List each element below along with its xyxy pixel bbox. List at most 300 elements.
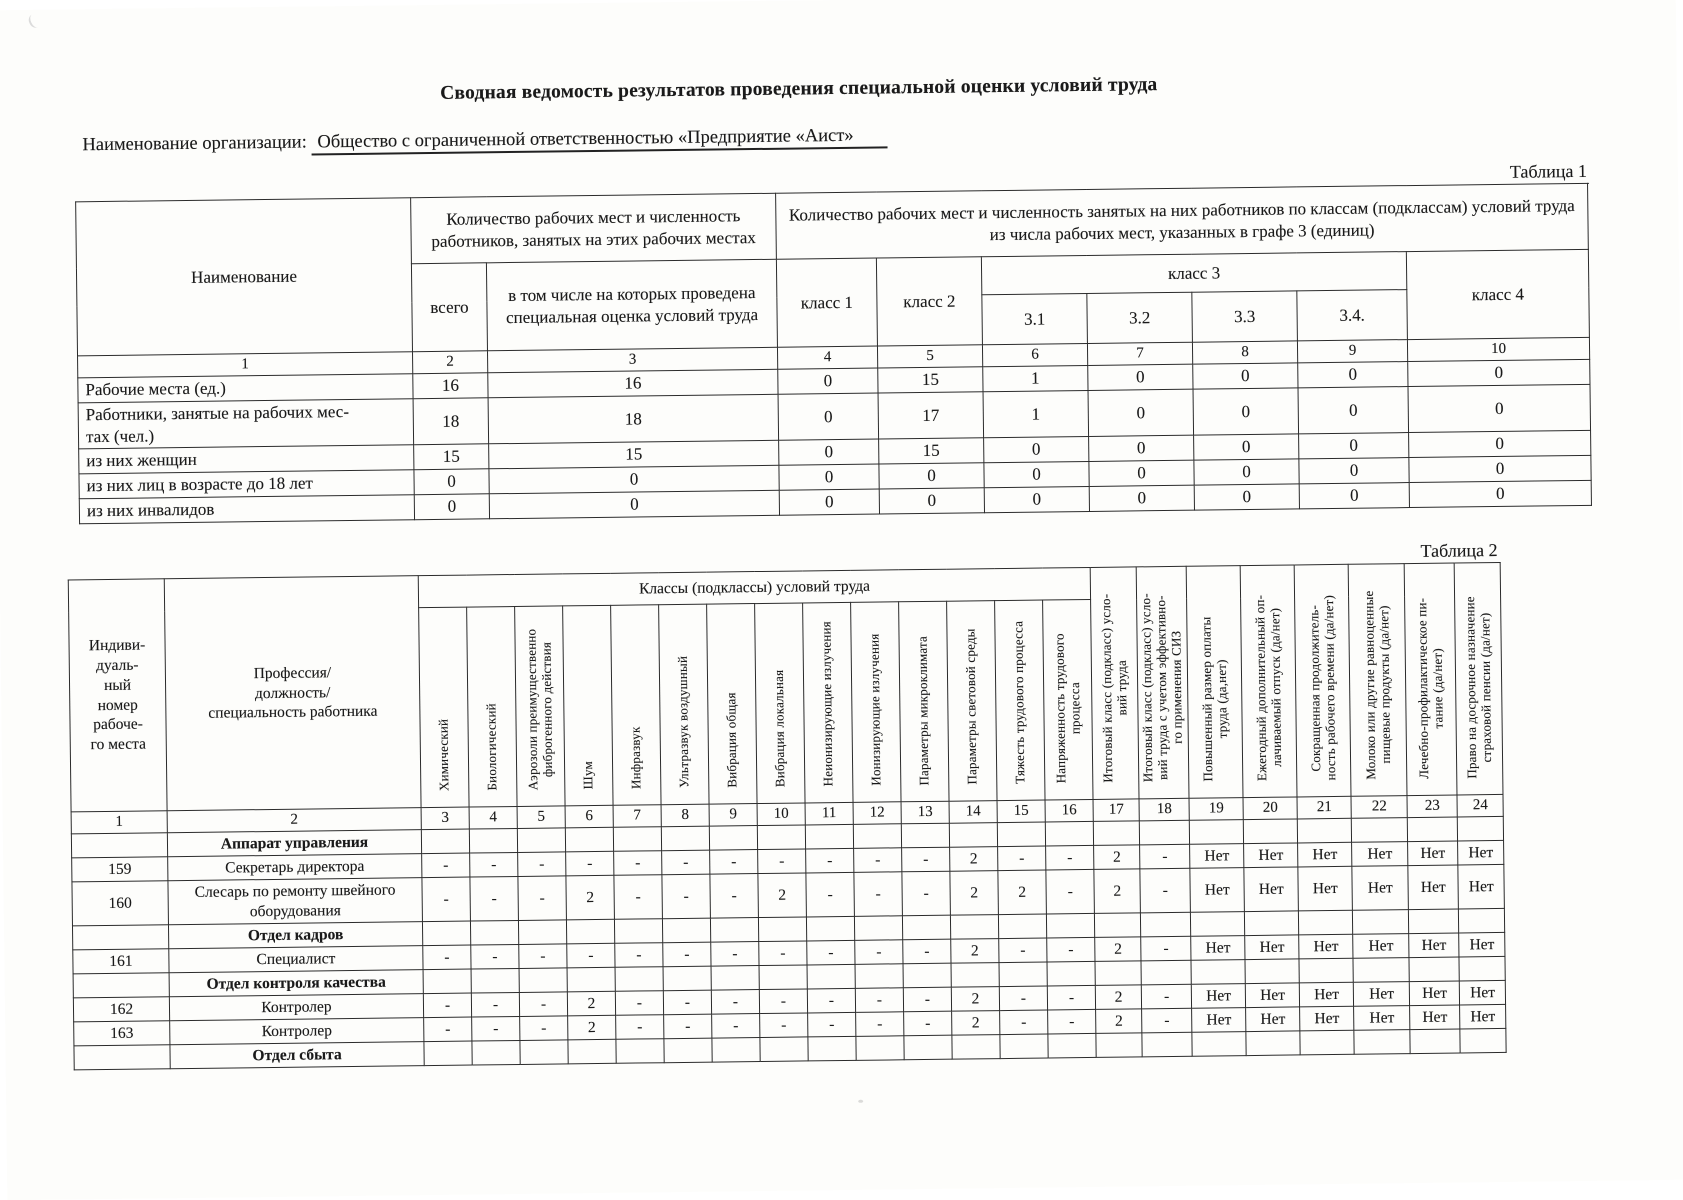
empty-cell	[1096, 1033, 1142, 1058]
row-label: Работники, занятые на рабочих мес- тах (чел.)	[78, 398, 414, 449]
col-number: 9	[1297, 340, 1407, 363]
cell: -	[518, 852, 566, 877]
cell: -	[712, 1014, 760, 1039]
cell: -	[1046, 845, 1094, 870]
empty-cell	[808, 1036, 856, 1061]
cell: -	[902, 847, 950, 872]
empty-cell	[1457, 816, 1503, 841]
cell: 0	[1193, 363, 1298, 389]
cell: -	[998, 846, 1046, 871]
cell: 17	[878, 392, 984, 440]
t2-header-milk-products: Молоко или другие равноценные пищевые продукты (да/нет)	[1348, 564, 1407, 797]
cell: Нет	[1190, 844, 1244, 869]
cell: 0	[879, 463, 984, 489]
cell: -	[662, 850, 710, 875]
t1-header-group1: Количество рабочих мест и численность работников, занятых на этих рабочих местах	[411, 193, 777, 263]
empty-cell	[1407, 817, 1457, 842]
cell: 0	[1089, 485, 1194, 511]
cell: Нет	[1458, 864, 1505, 909]
cell: -	[614, 875, 663, 920]
empty-cell	[951, 963, 999, 988]
cell: 0	[984, 437, 1089, 463]
cell: -	[470, 876, 519, 921]
cell: 0	[1193, 388, 1299, 436]
empty-cell	[758, 917, 806, 942]
empty-cell	[1351, 818, 1407, 843]
cell: 0	[778, 368, 878, 394]
cell: 0	[414, 494, 489, 520]
empty-cell	[853, 824, 901, 849]
cell: 2	[758, 873, 807, 918]
empty-cell	[567, 967, 615, 992]
cell: -	[710, 874, 759, 919]
cell: Нет	[1410, 1005, 1460, 1030]
cell: 0	[984, 461, 1089, 487]
cell-profession: Специалист	[169, 946, 423, 973]
cell: -	[806, 848, 854, 873]
cell: -	[760, 1013, 808, 1038]
cell: 15	[878, 367, 983, 393]
col-number: 21	[1297, 796, 1351, 819]
empty-cell	[424, 1041, 472, 1066]
col-number: 18	[1139, 798, 1189, 821]
empty-cell	[1045, 821, 1093, 846]
cell: -	[422, 853, 470, 878]
empty-cell	[423, 969, 471, 994]
t2-header-microclimate: Параметры микроклимата	[899, 601, 949, 802]
t2-header-noise: Шум	[563, 605, 613, 806]
table-2-workplaces	[68, 562, 1507, 1070]
cell: 0	[1299, 458, 1409, 484]
t2-header-workplace-id: Индиви- дуаль- ный номер рабоче- го места	[68, 579, 167, 812]
empty-cell	[568, 1039, 616, 1064]
empty-cell	[1459, 908, 1505, 933]
cell: -	[999, 986, 1047, 1011]
col-number: 7	[613, 805, 661, 828]
empty-cell	[1459, 956, 1505, 981]
cell: -	[710, 850, 758, 875]
empty-cell	[1095, 913, 1141, 938]
empty-cell	[662, 918, 710, 943]
cell: -	[856, 1012, 904, 1037]
cell-profession: Слесарь по ремонту швейного оборудования	[168, 878, 423, 925]
cell: 0	[1194, 484, 1299, 510]
cell: 0	[1089, 460, 1194, 486]
col-number: 3	[487, 347, 777, 373]
cell: -	[423, 945, 471, 970]
cell: 2	[998, 870, 1047, 915]
cell: Нет	[1459, 980, 1505, 1005]
table2-caption: Таблица 2	[1420, 539, 1498, 561]
empty-cell	[757, 825, 805, 850]
empty-cell	[72, 925, 168, 950]
cell: -	[471, 944, 519, 969]
cell: -	[759, 989, 807, 1014]
col-number: 23	[1407, 795, 1457, 818]
cell: -	[1000, 1010, 1048, 1035]
t1-header-sout: в том числе на которых проведена специальная оценка условий труда	[486, 259, 777, 351]
empty-cell	[614, 919, 662, 944]
empty-cell	[422, 921, 470, 946]
cell: 15	[879, 438, 984, 464]
cell: Нет	[1409, 981, 1459, 1006]
empty-cell	[421, 829, 469, 854]
cell: -	[519, 992, 567, 1017]
empty-cell	[1141, 912, 1191, 937]
empty-cell	[615, 967, 663, 992]
col-number: 22	[1351, 796, 1407, 819]
t1-header-class3-4: 3.4.	[1297, 290, 1408, 341]
cell: Нет	[1191, 984, 1245, 1009]
cell: Нет	[1190, 868, 1245, 913]
t2-header-light: Параметры световой среды	[947, 601, 997, 802]
empty-cell	[1245, 959, 1299, 984]
document-title: Сводная ведомость результатов проведения специальной оценки условий труда	[440, 74, 1158, 104]
section-label: Отдел кадров	[168, 922, 422, 949]
empty-cell	[709, 826, 757, 851]
t2-header-preventive-nutrition: Лечебно-профилактическое пи- тание (да/нет)	[1404, 563, 1457, 796]
cell: Нет	[1352, 842, 1408, 867]
cell: -	[424, 1017, 472, 1042]
col-number: 11	[805, 802, 853, 825]
cell: -	[663, 942, 711, 967]
cell: 0	[1408, 384, 1591, 433]
cell: 0	[1194, 434, 1299, 460]
cell: -	[662, 874, 711, 919]
col-number: 19	[1189, 798, 1243, 821]
cell: 2	[952, 1011, 1000, 1036]
cell: 2	[566, 875, 615, 920]
cell: -	[615, 943, 663, 968]
cell: 0	[489, 465, 779, 493]
t2-header-classes-band: Классы (подклассы) условий труда	[418, 567, 1091, 607]
empty-cell	[904, 1035, 952, 1060]
cell: -	[566, 851, 614, 876]
empty-cell	[1191, 912, 1245, 937]
cell: -	[472, 1016, 520, 1041]
empty-cell	[856, 1036, 904, 1061]
empty-cell	[1141, 960, 1191, 985]
cell: -	[808, 1012, 856, 1037]
empty-cell	[1139, 820, 1189, 845]
empty-cell	[998, 914, 1046, 939]
cell: Нет	[1459, 932, 1505, 957]
empty-cell	[1409, 909, 1459, 934]
cell: -	[854, 872, 903, 917]
cell-workplace-id: 160	[72, 881, 169, 926]
section-label: Аппарат управления	[167, 830, 421, 857]
cell: 1	[983, 390, 1089, 438]
cell: -	[470, 852, 518, 877]
cell: 0	[1088, 389, 1194, 437]
row-label: из них лиц в возрасте до 18 лет	[79, 470, 414, 499]
col-number: 6	[982, 343, 1087, 366]
cell: 15	[414, 444, 489, 470]
cell: Нет	[1352, 866, 1409, 911]
empty-cell	[950, 915, 998, 940]
cell: Нет	[1192, 1008, 1246, 1033]
cell: 15	[489, 441, 779, 469]
empty-cell	[71, 833, 167, 858]
cell: 0	[414, 469, 489, 495]
col-number: 12	[853, 802, 901, 825]
cell: -	[1141, 936, 1191, 961]
cell: -	[567, 943, 615, 968]
cell: 18	[488, 394, 779, 444]
cell: 2	[950, 871, 999, 916]
cell: 0	[1409, 431, 1591, 458]
cell: 0	[1298, 386, 1409, 434]
empty-cell	[471, 968, 519, 993]
col-number: 20	[1243, 797, 1297, 820]
empty-cell	[616, 1039, 664, 1064]
col-number: 17	[1093, 799, 1139, 822]
empty-cell	[901, 823, 949, 848]
cell: Нет	[1246, 1007, 1300, 1032]
cell: Нет	[1298, 866, 1353, 911]
cell: -	[903, 987, 951, 1012]
cell: 2	[1096, 1009, 1142, 1034]
cell: Нет	[1245, 983, 1299, 1008]
cell: Нет	[1298, 842, 1352, 867]
col-number: 3	[421, 807, 469, 830]
empty-cell	[902, 915, 950, 940]
cell: 0	[1298, 362, 1408, 388]
empty-cell	[1048, 1033, 1096, 1058]
cell: -	[1140, 844, 1190, 869]
t2-header-ultrasound: Ультразвук воздушный	[659, 604, 709, 805]
cell: 0	[1408, 359, 1590, 386]
col-number: 13	[901, 801, 949, 824]
cell: 1	[983, 365, 1088, 391]
col-number: 6	[565, 805, 613, 828]
empty-cell	[517, 828, 565, 853]
empty-cell	[1460, 1028, 1506, 1053]
cell: -	[664, 1014, 712, 1039]
col-number: 2	[412, 351, 487, 374]
empty-cell	[711, 966, 759, 991]
cell: Нет	[1354, 1006, 1410, 1031]
col-number: 15	[997, 800, 1045, 823]
empty-cell	[1191, 960, 1245, 985]
cell: 0	[489, 490, 779, 518]
cell: -	[519, 944, 567, 969]
cell: 0	[779, 489, 879, 515]
empty-cell	[566, 919, 614, 944]
cell: Нет	[1458, 840, 1504, 865]
cell: 0	[1194, 459, 1299, 485]
cell: 2	[950, 847, 998, 872]
cell: -	[903, 939, 951, 964]
cell: Нет	[1409, 933, 1459, 958]
cell: -	[520, 1016, 568, 1041]
cell: -	[711, 942, 759, 967]
empty-cell	[661, 826, 709, 851]
cell: Нет	[1191, 936, 1245, 961]
cell: 0	[879, 487, 984, 513]
empty-cell	[1243, 819, 1297, 844]
t2-header-biological: Биологический	[467, 606, 517, 807]
col-number: 8	[1192, 341, 1297, 364]
empty-cell	[1353, 910, 1409, 935]
col-number: 4	[469, 806, 517, 829]
cell: Нет	[1299, 982, 1353, 1007]
cell: -	[518, 876, 567, 921]
t2-header-extra-leave: Ежегодный дополнительный оп- лачиваемый отпуск (да/нет)	[1240, 565, 1297, 798]
t2-header-chemical: Химический	[419, 607, 469, 808]
cell: 0	[778, 393, 879, 441]
col-number: 10	[757, 803, 805, 826]
cell: -	[1140, 868, 1191, 913]
cell: 0	[984, 486, 1089, 512]
cell-workplace-id: 159	[72, 857, 168, 882]
col-number: 8	[661, 804, 709, 827]
cell: -	[1047, 985, 1095, 1010]
cell: 0	[1089, 435, 1194, 461]
empty-cell	[1299, 958, 1353, 983]
cell: 2	[1095, 985, 1141, 1010]
t2-header-vibration-local: Вибрация локальная	[755, 603, 805, 804]
empty-cell	[73, 973, 169, 998]
cell: -	[614, 851, 662, 876]
organization-name: Общество с ограниченной ответственностью «Предприятие «Аист»	[311, 125, 887, 155]
t2-header-infrasound: Инфразвук	[611, 605, 661, 806]
col-number: 24	[1457, 794, 1503, 817]
empty-cell	[469, 828, 517, 853]
cell: Нет	[1300, 1006, 1354, 1031]
empty-cell	[1093, 821, 1139, 846]
organization-label: Наименование организации:	[82, 132, 307, 156]
cell: -	[904, 1011, 952, 1036]
organization-line	[82, 125, 887, 156]
empty-cell	[1353, 958, 1409, 983]
empty-cell	[1409, 957, 1459, 982]
t2-header-ionizing: Ионизирующие излучения	[851, 602, 901, 803]
cell: -	[422, 877, 471, 922]
cell: Нет	[1299, 934, 1353, 959]
col-number: 2	[167, 808, 421, 833]
cell: 0	[779, 464, 879, 490]
empty-cell	[470, 920, 518, 945]
cell: -	[758, 849, 806, 874]
empty-cell	[518, 920, 566, 945]
cell: -	[855, 988, 903, 1013]
empty-cell	[712, 1038, 760, 1063]
empty-cell	[1192, 1032, 1246, 1057]
t1-header-class4: класс 4	[1406, 249, 1589, 339]
empty-cell	[1245, 911, 1299, 936]
cell: 2	[1094, 845, 1140, 870]
cell: Нет	[1244, 867, 1299, 912]
table-1-summary	[75, 183, 1592, 524]
empty-cell	[1000, 1034, 1048, 1059]
cell: -	[616, 1015, 664, 1040]
empty-cell	[710, 918, 758, 943]
cell-workplace-id: 163	[74, 1021, 170, 1046]
cell: -	[999, 938, 1047, 963]
col-number: 16	[1045, 799, 1093, 822]
empty-cell	[1410, 1029, 1460, 1054]
cell: 0	[1409, 455, 1591, 482]
cell-profession: Контролер	[170, 1018, 424, 1045]
cell: -	[902, 871, 951, 916]
empty-cell	[949, 823, 997, 848]
cell: Нет	[1460, 1004, 1506, 1029]
cell: 16	[413, 373, 488, 399]
empty-cell	[1095, 961, 1141, 986]
t2-header-aerosols: Аэрозоли преимущественно фиброгенного действия	[515, 606, 565, 807]
t1-header-class3-2: 3.2	[1087, 292, 1193, 343]
t1-header-total: всего	[411, 263, 487, 352]
table1-caption: Таблица 1	[1509, 160, 1587, 182]
empty-cell	[472, 1040, 520, 1065]
empty-cell	[999, 962, 1047, 987]
t2-header-severity: Тяжесть трудового процесса	[995, 600, 1045, 801]
t1-header-name: Наименование	[76, 198, 413, 356]
cell: -	[854, 848, 902, 873]
t1-header-class3-3: 3.3	[1192, 291, 1298, 342]
col-number: 9	[709, 804, 757, 827]
cell: -	[1048, 1009, 1096, 1034]
cell: 0	[1409, 480, 1591, 507]
empty-cell	[74, 1045, 170, 1070]
col-number: 5	[877, 345, 982, 368]
empty-cell	[854, 916, 902, 941]
cell: -	[711, 990, 759, 1015]
cell: -	[1047, 937, 1095, 962]
t2-header-final-class: Итоговый класс (подкласс) усло- вий труда	[1090, 567, 1139, 800]
cell: 18	[413, 398, 489, 445]
col-number: 7	[1087, 342, 1192, 365]
section-label: Отдел контроля качества	[169, 970, 423, 997]
cell: -	[615, 991, 663, 1016]
col-number: 1	[78, 352, 413, 378]
col-number: 10	[1407, 337, 1589, 361]
cell: Нет	[1353, 934, 1409, 959]
t2-header-vibration-general: Вибрация общая	[707, 604, 757, 805]
cell: -	[806, 872, 855, 917]
scan-artifact-mark	[27, 12, 44, 30]
empty-cell	[663, 966, 711, 991]
cell: -	[759, 941, 807, 966]
cell-workplace-id: 162	[73, 997, 169, 1022]
empty-cell	[565, 827, 613, 852]
cell: Нет	[1245, 935, 1299, 960]
empty-cell	[855, 964, 903, 989]
cell: 0	[1088, 364, 1193, 390]
cell: 0	[779, 439, 879, 465]
scan-speck	[858, 1100, 863, 1103]
cell: 0	[1299, 433, 1409, 459]
empty-cell	[520, 1040, 568, 1065]
t2-header-reduced-hours: Сокращенная продолжитель- ность рабочего времени (да/нет)	[1294, 564, 1351, 797]
cell-profession: Секретарь директора	[168, 854, 422, 881]
empty-cell	[806, 916, 854, 941]
cell: -	[855, 940, 903, 965]
t2-header-intensity: Напряженность трудового процесса	[1043, 599, 1094, 800]
cell: 2	[1094, 869, 1141, 914]
empty-cell	[952, 1035, 1000, 1060]
empty-cell	[1300, 1030, 1354, 1055]
t2-header-increased-pay: Повышенный размер оплаты труда (да,нет)	[1186, 566, 1243, 799]
empty-cell	[805, 824, 853, 849]
empty-cell	[903, 963, 951, 988]
t2-header-early-pension: Право на досрочное назначение страховой пенсии (да/нет)	[1454, 562, 1503, 795]
cell: 2	[567, 991, 615, 1016]
t1-header-class3-1: 3.1	[982, 293, 1088, 344]
cell: 2	[951, 987, 999, 1012]
empty-cell	[1297, 818, 1351, 843]
